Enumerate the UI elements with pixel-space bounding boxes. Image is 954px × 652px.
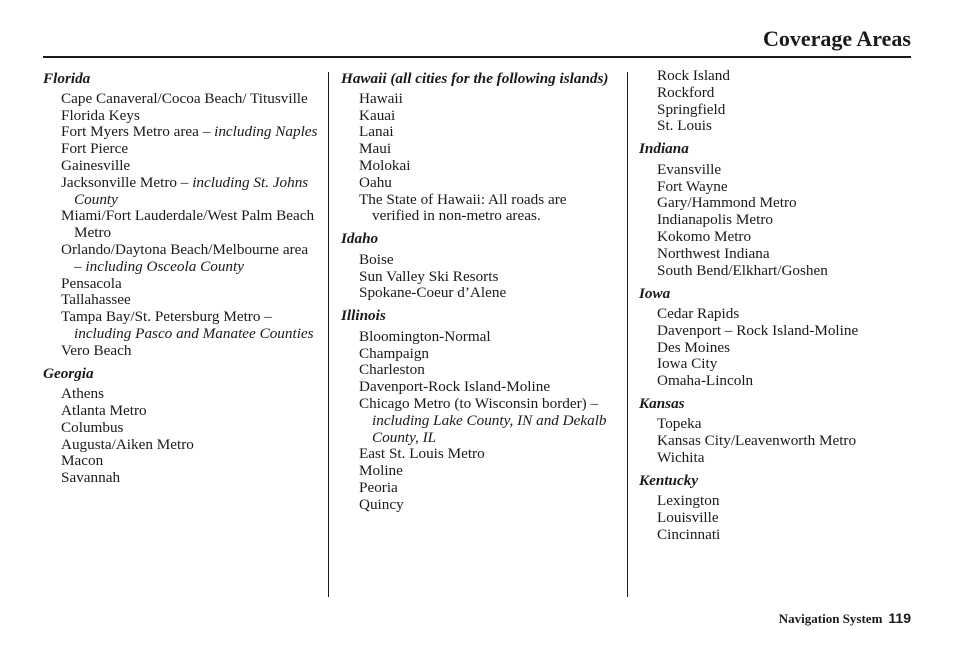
area-name: Charleston [359, 361, 425, 379]
coverage-area-entry [341, 346, 616, 363]
coverage-area-entry [639, 246, 911, 263]
coverage-area-entry [341, 252, 616, 269]
coverage-area-entry [43, 470, 318, 487]
area-name: Oahu [359, 173, 392, 191]
coverage-area-entry [43, 403, 318, 420]
area-name: Moline [359, 462, 403, 480]
coverage-area-entry [639, 510, 911, 527]
area-name: Gainesville [61, 157, 131, 175]
coverage-area-entry [341, 329, 616, 346]
coverage-area-entry [43, 124, 318, 141]
area-name: Vero Beach [61, 341, 132, 359]
area-name: Kauai [359, 106, 396, 124]
area-name: Northwest Indiana [657, 244, 770, 262]
coverage-area-entry [341, 497, 616, 514]
coverage-area-entry [43, 386, 318, 403]
coverage-area-entry [341, 396, 616, 446]
state-heading: Georgia [43, 364, 94, 382]
area-name: Kansas City/Leavenworth Metro [657, 432, 857, 450]
area-name: Athens [61, 385, 105, 403]
column-2 [341, 68, 616, 518]
state-section [341, 69, 616, 226]
coverage-area-entry [43, 437, 318, 454]
state-heading: Iowa [639, 284, 671, 302]
area-name: Indianapolis Metro [657, 211, 773, 229]
coverage-area-entry [43, 175, 318, 209]
coverage-area-entry [341, 446, 616, 463]
state-section [341, 229, 616, 302]
area-name: Jacksonville Metro – [61, 173, 193, 191]
area-name: Omaha-Lincoln [657, 372, 754, 390]
state-section [43, 69, 318, 360]
coverage-area-entry [639, 229, 911, 246]
column-divider-2 [627, 72, 628, 597]
area-name: Champaign [359, 344, 430, 362]
state-section [341, 306, 616, 513]
coverage-area-entry [341, 463, 616, 480]
area-name: Bloomington-Normal [359, 327, 491, 345]
area-name: Chicago Metro (to Wisconsin border) [359, 395, 591, 412]
state-section [639, 394, 911, 467]
coverage-area-entry [639, 416, 911, 433]
coverage-area-entry [639, 527, 911, 544]
area-name: Fort Pierce [61, 140, 129, 158]
coverage-area-entry [341, 480, 616, 497]
area-name: St. Louis [657, 117, 712, 135]
coverage-area-entry [639, 373, 911, 390]
area-name: Tallahassee [61, 291, 131, 309]
area-name: Orlando/Daytona Beach/Melbourne area – [61, 241, 309, 275]
coverage-area-entry [639, 356, 911, 373]
coverage-area-entry [341, 379, 616, 396]
coverage-area-entry [639, 68, 911, 85]
area-name: Miami/Fort Lauderdale/West Palm Beach Metro [61, 207, 315, 242]
page-title: Coverage Areas [762, 26, 911, 51]
state-heading: Hawaii (all cities for the following islands) [341, 69, 609, 87]
state-section [639, 284, 911, 390]
area-name: Hawaii [359, 89, 403, 107]
coverage-area-entry [43, 343, 318, 360]
title-rule [43, 56, 911, 58]
state-heading: Illinois [341, 307, 386, 325]
coverage-area-entry [639, 179, 911, 196]
area-name: Kokomo Metro [657, 227, 752, 245]
state-section [43, 364, 318, 487]
coverage-area-entry [639, 263, 911, 280]
coverage-area-entry [639, 340, 911, 357]
area-name: Louisville [657, 509, 719, 527]
state-section [639, 471, 911, 544]
area-note: – including Lake County, IN and Dekalb County, IL [372, 395, 607, 446]
column-3 [639, 68, 911, 548]
area-name: Lexington [657, 492, 720, 510]
area-name: Iowa City [657, 355, 718, 373]
area-note: including Naples [214, 123, 318, 141]
area-name: Spokane-Coeur d’Alene [359, 284, 507, 302]
coverage-area-entry [639, 162, 911, 179]
area-name: Columbus [61, 418, 124, 436]
coverage-area-entry [43, 242, 318, 276]
state-section [639, 139, 911, 279]
coverage-area-entry [341, 124, 616, 141]
area-name: Springfield [657, 100, 726, 118]
area-name: Sun Valley Ski Resorts [359, 267, 499, 285]
coverage-area-entry [341, 108, 616, 125]
area-name: Pensacola [61, 274, 122, 292]
coverage-area-entry [639, 493, 911, 510]
state-heading: Indiana [639, 140, 689, 158]
area-name: Augusta/Aiken Metro [61, 435, 194, 453]
area-name: Boise [359, 250, 394, 268]
coverage-area-entry [639, 118, 911, 135]
coverage-area-entry [43, 276, 318, 293]
area-name: Atlanta Metro [61, 402, 147, 420]
area-name: Savannah [61, 469, 121, 487]
coverage-area-entry [43, 309, 318, 343]
area-name: The State of Hawaii: All roads are verified in non-metro areas. [359, 190, 567, 225]
area-name: Rockford [657, 83, 715, 101]
coverage-area-entry [43, 292, 318, 309]
column-1 [43, 68, 318, 491]
coverage-area-entry [43, 420, 318, 437]
coverage-area-entry [341, 285, 616, 302]
area-name: Davenport – Rock Island-Moline [657, 321, 859, 339]
area-name: Cape Canaveral/Cocoa Beach/ Titusville [61, 89, 308, 107]
coverage-area-entry [43, 208, 318, 242]
coverage-area-entry [341, 91, 616, 108]
coverage-area-entry [341, 158, 616, 175]
area-name: Quincy [359, 495, 404, 513]
area-name: Florida Keys [61, 106, 140, 124]
coverage-area-entry [639, 433, 911, 450]
area-name: Lanai [359, 123, 394, 141]
area-name: Topeka [657, 415, 702, 433]
column-divider-1 [328, 72, 329, 597]
coverage-area-entry [639, 195, 911, 212]
coverage-area-entry [639, 323, 911, 340]
area-name: Macon [61, 452, 104, 470]
coverage-area-entry [43, 158, 318, 175]
area-name: East St. Louis Metro [359, 445, 485, 463]
footer-section-name: Navigation System [778, 611, 883, 626]
area-name: Gary/Hammond Metro [657, 194, 797, 212]
coverage-area-entry [639, 102, 911, 119]
area-name: Maui [359, 140, 392, 158]
coverage-area-entry [43, 453, 318, 470]
coverage-area-entry [43, 141, 318, 158]
area-name: South Bend/Elkhart/Goshen [657, 261, 828, 279]
state-heading: Kentucky [639, 472, 699, 490]
area-name: Peoria [359, 478, 398, 496]
area-name: Tampa Bay/St. Petersburg Metro – [61, 308, 272, 326]
area-note: including Pasco and Manatee Counties [74, 325, 314, 343]
area-note: including Osceola County [85, 257, 244, 275]
coverage-area-entry [639, 306, 911, 323]
state-heading: Florida [43, 69, 91, 87]
area-name: Evansville [657, 160, 722, 178]
area-name: Fort Myers Metro area – [61, 123, 215, 141]
area-name: Rock Island [657, 67, 730, 84]
page-number: 119 [888, 610, 911, 626]
coverage-area-entry [341, 141, 616, 158]
state-heading: Kansas [639, 395, 685, 413]
area-name: Fort Wayne [657, 177, 728, 195]
coverage-area-entry [639, 212, 911, 229]
coverage-area-entry [639, 85, 911, 102]
state-heading: Idaho [341, 230, 379, 248]
coverage-area-entry [43, 108, 318, 125]
coverage-area-entry [341, 269, 616, 286]
area-name: Davenport-Rock Island-Moline [359, 378, 551, 396]
area-name: Wichita [657, 449, 705, 467]
coverage-area-entry [341, 362, 616, 379]
coverage-area-entry [43, 91, 318, 108]
state-section [639, 68, 911, 135]
area-name: Cedar Rapids [657, 304, 740, 322]
coverage-area-entry [639, 450, 911, 467]
coverage-area-entry [341, 175, 616, 192]
area-name: Des Moines [657, 338, 730, 356]
area-name: Molokai [359, 157, 411, 175]
area-note: including St. Johns County [74, 173, 309, 208]
coverage-area-entry [341, 192, 616, 226]
page-footer [779, 610, 911, 627]
area-name: Cincinnati [657, 526, 721, 544]
